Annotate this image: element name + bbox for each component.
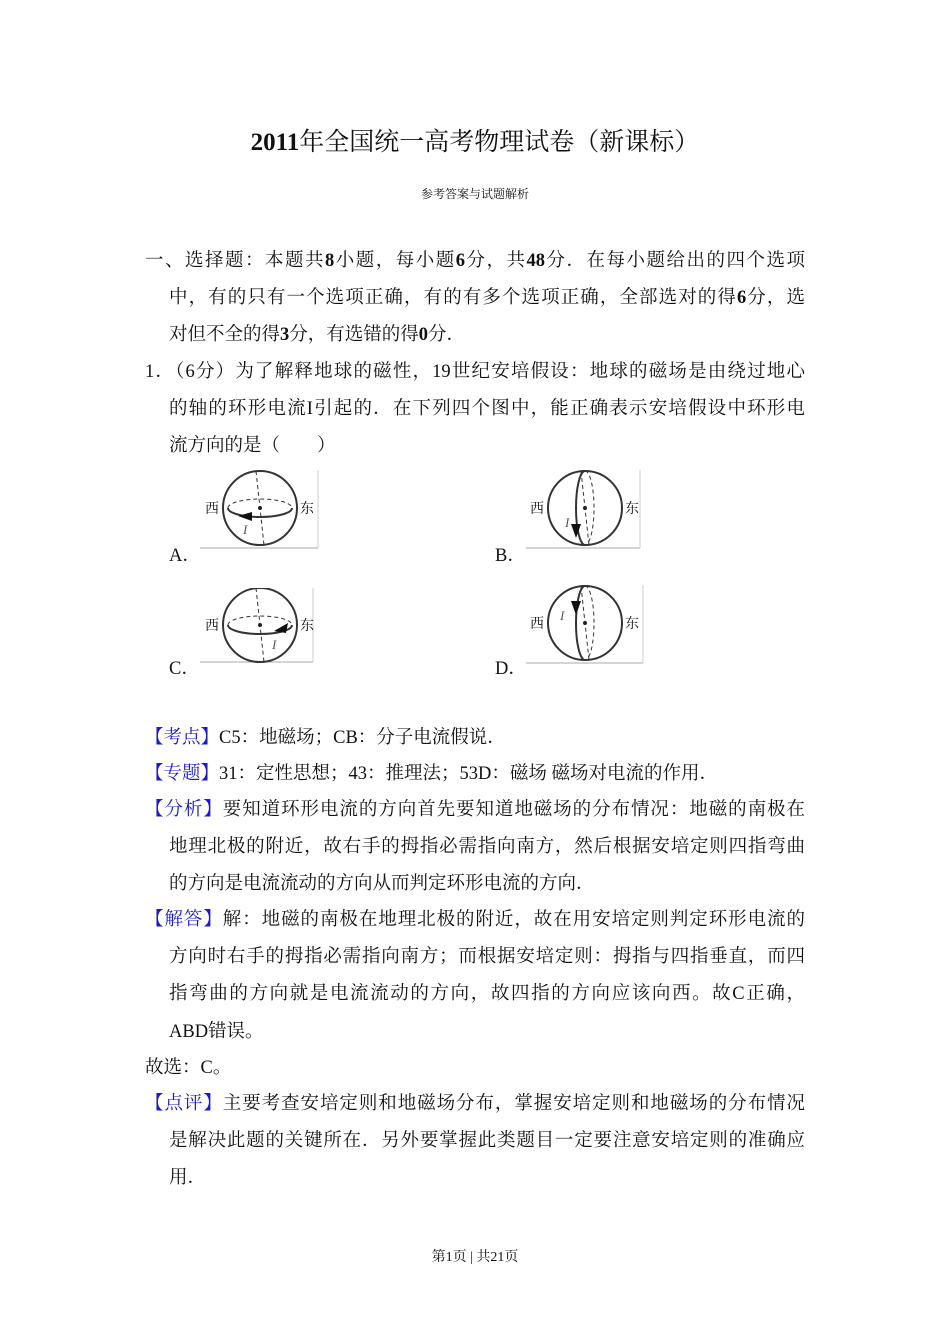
num: 0 (418, 325, 429, 345)
jieda-text: 解：地磁的南极在地理北极的附近，故在用安培定则判定环形电流的 (222, 910, 805, 930)
fenxi-line-3: 的方向是电流流动的方向从而判定环形电流的方向． (169, 874, 595, 894)
dianping-line-1 (145, 1092, 805, 1116)
kaodian-text: C5：地磁场；CB：分子电流假说． (219, 728, 506, 748)
jieda-tag: 【解答】 (145, 910, 223, 930)
question-line-3: 流方向的是（ ） (169, 436, 336, 456)
west-label: 西 (205, 619, 219, 634)
zhuanti-tag: 【专题】 (145, 764, 220, 784)
arrow-icon (274, 623, 288, 633)
text: 分． (428, 325, 466, 345)
text: 分，有选错的得 (289, 325, 419, 345)
num: 6 (455, 251, 465, 271)
jieda-line-2: 方向时右手的拇指必需指向南方；而根据安培定则：拇指与四指垂直，而四 (169, 947, 805, 967)
num: 8 (324, 251, 335, 271)
section-line-3 (169, 323, 465, 347)
text: 一、选择题：本题共 (145, 251, 325, 271)
title-text: 年全国统一高考物理试卷（新课标） (299, 129, 700, 156)
current-label: I (565, 515, 570, 530)
num: 48 (526, 251, 545, 271)
center-dot (583, 621, 587, 625)
kaodian-line (145, 726, 506, 750)
section-line-1 (145, 249, 805, 273)
fenxi-text: 要知道环形电流的方向首先要知道地磁场的分布情况：地磁的南极在 (222, 800, 805, 820)
current-label: I (272, 637, 277, 652)
text: 小题，每小题 (334, 251, 456, 271)
west-label: 西 (205, 502, 219, 517)
center-dot (258, 506, 262, 510)
dianping-line-3: 用． (169, 1168, 207, 1188)
fenxi-tag: 【分析】 (145, 800, 223, 820)
question-line-2: 的轴的环形电流I引起的．在下列四个图中，能正确表示安培假设中环形电 (169, 399, 805, 419)
text: 分，选 (746, 288, 805, 308)
zhuanti-text: 31：定性思想；43：推理法；53D：磁场 磁场对电流的作用． (219, 764, 719, 784)
num: 6 (736, 288, 747, 308)
text: 对但不全的得 (169, 325, 281, 345)
current-label: I (243, 522, 248, 537)
east-label: 东 (300, 619, 314, 634)
text: 中，有的只有一个选项正确，有的有多个选项正确，全部选对的得 (169, 288, 737, 308)
question-line-1: 1．（6分）为了解释地球的磁性，19世纪安培假设：地球的磁场是由绕过地心 (145, 362, 805, 382)
arrow-icon (238, 512, 252, 521)
zhuanti-line (145, 762, 718, 786)
text: 分．在每小题给出的四个选项 (544, 251, 805, 271)
option-label: D． (495, 659, 527, 679)
west-label: 西 (530, 502, 544, 517)
option-label: C． (169, 659, 200, 679)
arrow-icon (571, 601, 581, 615)
center-dot (583, 506, 587, 510)
dianping-text: 主要考查安培定则和地磁场分布，掌握安培定则和地磁场的分布情况 (222, 1094, 805, 1114)
fenxi-line-2: 地理北极的附近，故右手的拇指必需指向南方，然后根据安培定则四指弯曲 (169, 837, 805, 857)
page-footer: 第1页 | 共21页 (431, 1250, 519, 1265)
current-label: I (560, 608, 565, 623)
kaodian-tag: 【考点】 (145, 728, 220, 748)
east-label: 东 (625, 502, 639, 517)
answer-line: 故选：C。 (145, 1058, 232, 1078)
page-title (0, 122, 950, 158)
jieda-line-3: 指弯曲的方向就是电流流动的方向，故四指的方向应该向西。故C正确， (169, 984, 805, 1004)
text: 分，共 (464, 251, 527, 271)
num: 3 (280, 325, 290, 345)
fenxi-line-1 (145, 798, 805, 822)
page-subtitle: 参考答案与试题解析 (420, 187, 529, 201)
option-label: B． (495, 546, 526, 566)
east-label: 东 (300, 502, 314, 517)
jieda-line-4: ABD错误。 (169, 1022, 264, 1042)
east-label: 东 (625, 617, 639, 632)
section-line-2 (169, 286, 805, 310)
dianping-line-2: 是解决此题的关键所在．另外要掌握此类题目一定要注意安培定则的准确应 (169, 1131, 805, 1151)
title-year: 2011 (250, 129, 300, 156)
jieda-line-1 (145, 908, 805, 932)
dianping-tag: 【点评】 (145, 1094, 223, 1114)
option-label: A． (169, 546, 201, 566)
center-dot (258, 623, 262, 627)
west-label: 西 (530, 617, 544, 632)
